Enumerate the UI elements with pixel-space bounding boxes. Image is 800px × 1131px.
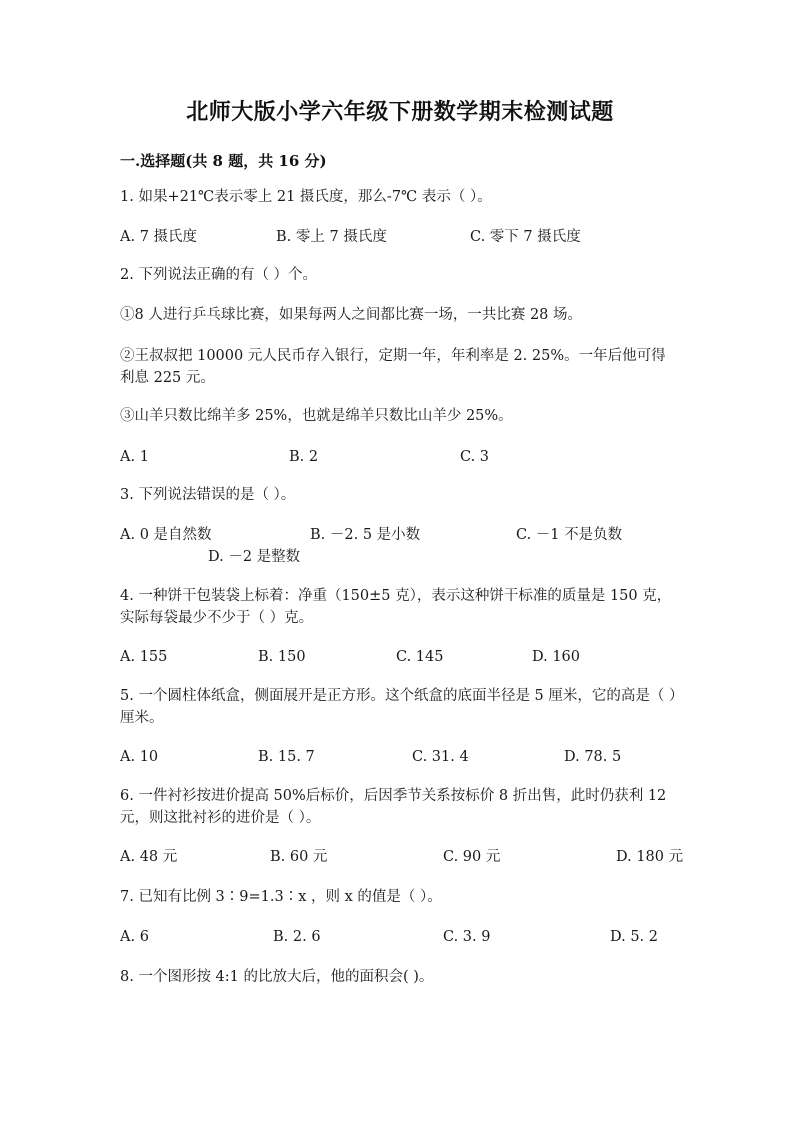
question-6-option-d: D. 180 元 xyxy=(616,849,684,865)
question-4-option-d: D. 160 xyxy=(532,649,581,665)
question-1-option-b: B. 零上 7 摄氏度 xyxy=(276,229,387,245)
question-2-statement-2: ②王叔叔把 10000 元人民币存入银行，定期一年，年利率是 2. 25%。一年后他可得利息 225 元。 xyxy=(120,348,666,386)
question-4-option-a: A. 155 xyxy=(120,649,168,665)
question-7-option-d: D. 5. 2 xyxy=(610,929,658,945)
question-3-stem: 3. 下列说法错误的是（ ）。 xyxy=(120,487,296,503)
question-6-option-b: B. 60 元 xyxy=(270,849,328,865)
question-4-stem: 4. 一种饼干包装袋上标着：净重（150±5 克），表示这种饼干标准的质量是 150 克，实际每袋最少不少于（ ）克。 xyxy=(120,588,672,626)
question-5-option-b: B. 15. 7 xyxy=(258,749,315,765)
question-3-option-c: C. －1 不是负数 xyxy=(516,527,623,543)
question-3-option-b: B. －2. 5 是小数 xyxy=(310,527,421,543)
question-8-stem: 8. 一个图形按 4:1 的比放大后，他的面积会( )。 xyxy=(120,969,434,985)
question-4-option-b: B. 150 xyxy=(258,649,306,665)
question-3-option-a: A. 0 是自然数 xyxy=(120,527,212,543)
question-2-stem: 2. 下列说法正确的有（ ）个。 xyxy=(120,267,318,283)
question-7-option-a: A. 6 xyxy=(120,929,149,945)
question-2-statement-1: ①8 人进行乒乓球比赛，如果每两人之间都比赛一场，一共比赛 28 场。 xyxy=(120,307,583,323)
question-5-stem: 5. 一个圆柱体纸盒，侧面展开是正方形。这个纸盒的底面半径是 5 厘米，它的高是（ ）厘米。 xyxy=(120,688,677,726)
question-1-stem: 1. 如果+21℃表示零上 21 摄氏度，那么-7℃ 表示（ ）。 xyxy=(120,189,492,205)
question-7-option-b: B. 2. 6 xyxy=(273,929,321,945)
page-title: 北师大版小学六年级下册数学期末检测试题 xyxy=(186,99,614,125)
question-2-option-b: B. 2 xyxy=(289,449,319,465)
question-6-option-c: C. 90 元 xyxy=(443,849,501,865)
question-1-option-a: A. 7 摄氏度 xyxy=(120,229,198,245)
question-6-option-a: A. 48 元 xyxy=(120,849,178,865)
question-6-stem: 6. 一件衬衫按进价提高 50%后标价，后因季节关系按标价 8 折出售，此时仍获利 12 元，则这批衬衫的进价是（ ）。 xyxy=(120,788,667,826)
question-2-statement-3: ③山羊只数比绵羊多 25%，也就是绵羊只数比山羊少 25%。 xyxy=(120,408,513,424)
question-1-option-c: C. 零下 7 摄氏度 xyxy=(470,229,581,245)
question-3-option-d: D. －2 是整数 xyxy=(208,549,301,565)
question-5-option-c: C. 31. 4 xyxy=(412,749,469,765)
question-2-option-a: A. 1 xyxy=(120,449,149,465)
question-5-option-d: D. 78. 5 xyxy=(564,749,622,765)
section-heading: 一.选择题(共 8 题，共 16 分) xyxy=(120,152,327,170)
question-4-option-c: C. 145 xyxy=(396,649,444,665)
question-5-option-a: A. 10 xyxy=(120,749,159,765)
question-7-option-c: C. 3. 9 xyxy=(443,929,491,945)
question-7-stem: 7. 已知有比例 3∶9=1.3∶x ，则 x 的值是（ ）。 xyxy=(120,889,442,905)
question-2-option-c: C. 3 xyxy=(460,449,490,465)
